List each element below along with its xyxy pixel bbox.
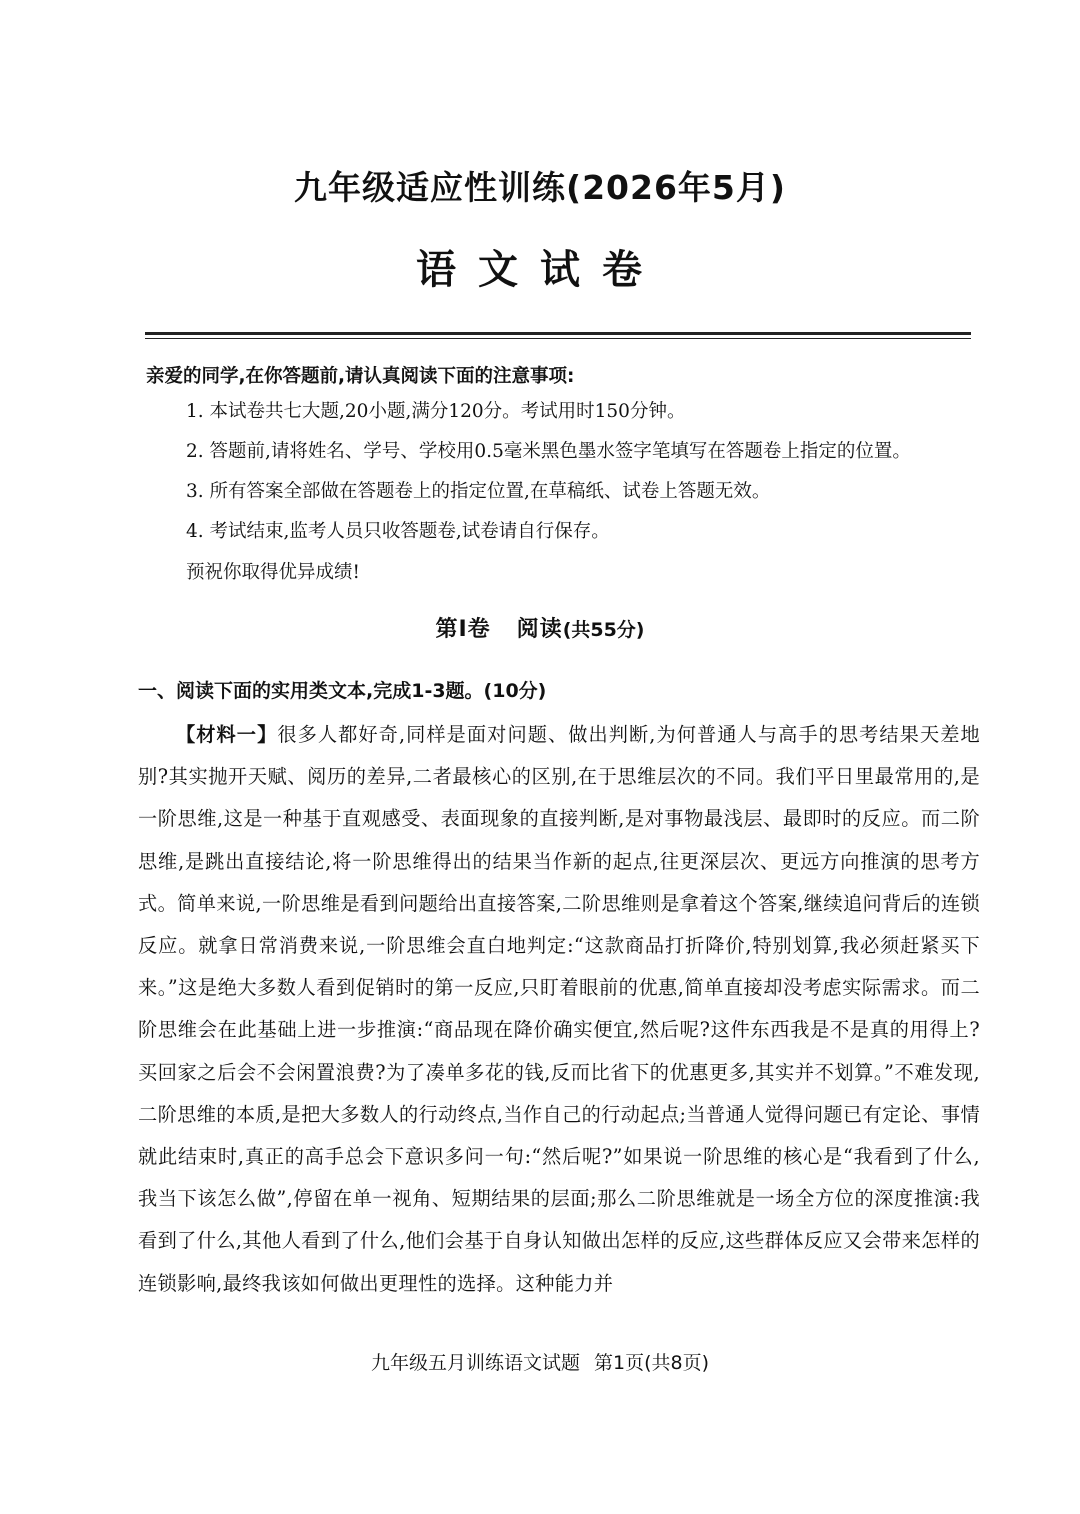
page-footer [0, 1348, 1080, 1375]
passage-text: 很多人都好奇,同样是面对问题、做出判断,为何普通人与高手的思考结果天差地别?其实抛开天赋、阅历的差异,二者最核心的区别,在于思维层次的不同。我们平日里最常用的,是一阶思维,这是一种基于直观感受、表面现象的直接判断,是对事物最浅层、最即时的反应。而二阶思维,是跳出直接结论,将一阶思维得出的结果当作新的起点,往更深层次、更远方向推演的思考方式。简单来说,一阶思维是看到问题给出直接答案,二阶思维则是拿着这个答案,继续追问背后的连锁反应。就拿日常消费来说,一阶思维会直白地判定:“这款商品打折降价,特别划算,我必须赶紧买下来。”这是绝大多数人看到促销时的第一反应,只盯着眼前的优惠,简单直接却没考虑实际需求。而二阶思维会在此基础上进一步推演:“商品现在降价确实便宜,然后呢?这件东西我是不是真的用得上?买回家之后会不会闲置浪费?为了凑单多花的钱,反而比省下的优惠更多,其实并不划算。”不难发现,二阶思维的本质,是把大多数人的行动终点,当作自己的行动起点;当普通人觉得问题已有定论、事情就此结束时,真正的高手总会下意识多问一句:“然后呢?”如果说一阶思维的核心是“我看到了什么,我当下该怎么做”,停留在单一视角、短期结果的层面;那么二阶思维就是一场全方位的深度推演:我看到了什么,其他人看到了什么,他们会基于自身认知做出怎样的反应,这些群体反应又会带来怎样的连锁影响,最终我该如何做出更理性的选择。这种能力并 [138, 723, 981, 1295]
section-part: 阅读 [516, 617, 563, 642]
section-score: (共55分) [562, 619, 645, 641]
reading-passage [138, 714, 980, 1305]
footer-exam-name: 九年级五月训练语文试题 [370, 1352, 580, 1374]
notice-list [186, 398, 986, 558]
notice-item: 4. 考试结束,监考人员只收答题卷,试卷请自行保存。 [186, 521, 610, 542]
footer-page-number: 第1页(共8页) [594, 1352, 710, 1374]
header-divider-thin [145, 338, 971, 339]
question-heading: 一、阅读下面的实用类文本,完成1-3题。(10分) [138, 680, 547, 702]
section-heading [0, 612, 1080, 643]
notice-item: 1. 本试卷共七大题,20小题,满分120分。考试用时150分钟。 [186, 401, 686, 422]
header-divider-thick [145, 332, 971, 335]
notice-intro: 亲爱的同学,在你答题前,请认真阅读下面的注意事项: [146, 366, 575, 387]
exam-title: 九年级适应性训练(2026年5月) [294, 168, 786, 207]
material-label: 【材料一】 [176, 723, 278, 746]
notice-item: 2. 答题前,请将姓名、学号、学校用0.5毫米黑色墨水签字笔填写在答题卷上指定的位置。 [186, 441, 911, 462]
subject-title: 语文试卷 [416, 247, 664, 293]
notice-item: 3. 所有答案全部做在答题卷上的指定位置,在草稿纸、试卷上答题无效。 [186, 481, 771, 502]
closing-wish: 预祝你取得优异成绩! [186, 562, 360, 583]
section-name: 第Ⅰ卷 [435, 617, 491, 642]
